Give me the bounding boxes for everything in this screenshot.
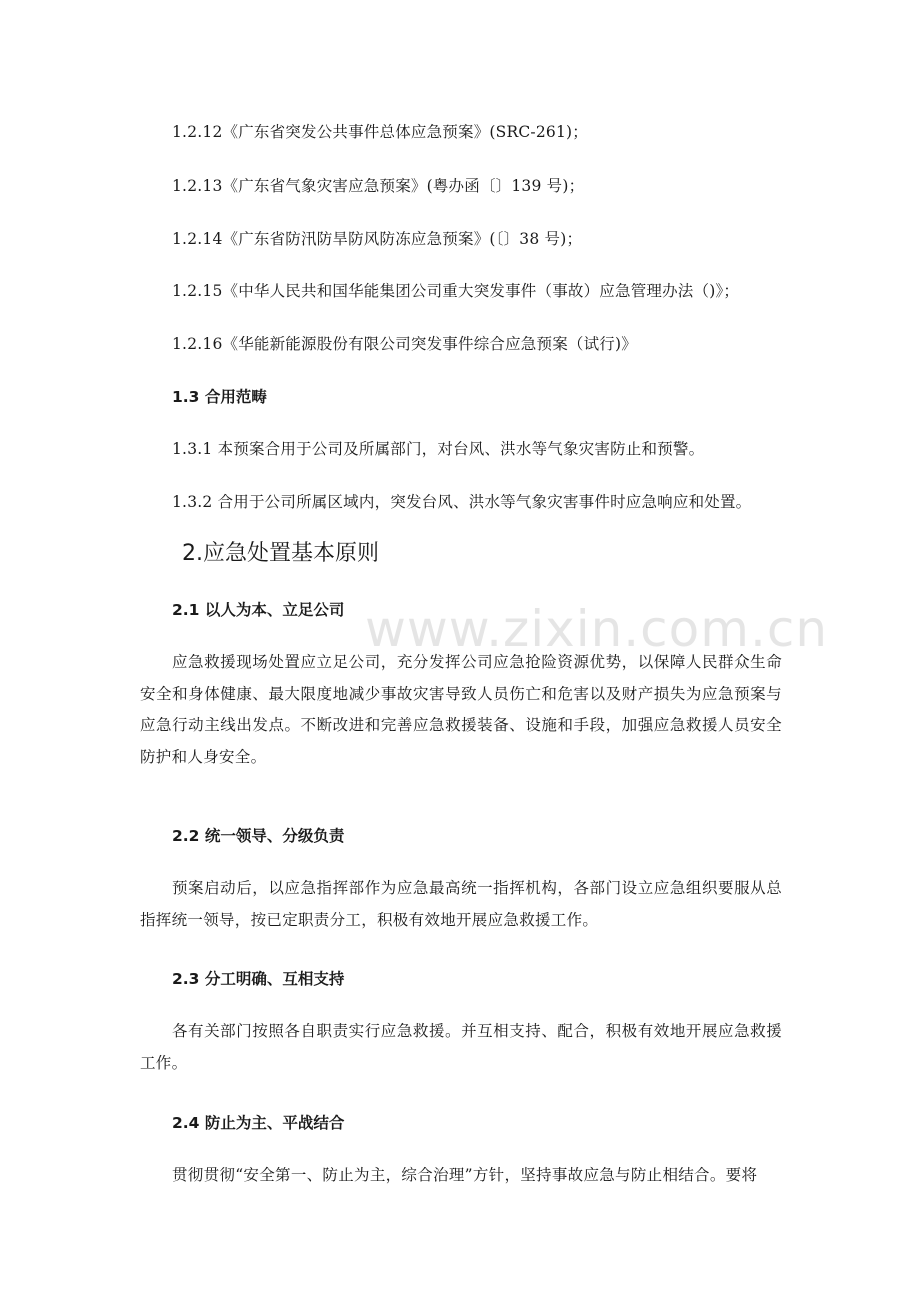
principle-2-1-heading: 2.1 以人为本、立足公司 [172, 601, 345, 619]
principle-2-4-heading: 2.4 防止为主、平战结合 [172, 1114, 345, 1132]
principle-2-3-heading: 2.3 分工明确、互相支持 [172, 970, 345, 988]
watermark: www.zixin.com.cn [365, 600, 829, 658]
principle-2-4-text: 贯彻贯彻“安全第一、防止为主，综合治理”方针，坚持事故应急与防止相结合。要将 [172, 1166, 758, 1184]
scope-item-1: 1.3.1 本预案合用于公司及所属部门，对台风、洪水等气象灾害防止和预警。 [172, 440, 705, 458]
reference-1-2-15: 1.2.15《中华人民共和国华能集团公司重大突发事件（事故）应急管理办法（)》； [172, 282, 740, 300]
reference-1-2-12: 1.2.12《广东省突发公共事件总体应急预案》(SRC-261)； [172, 123, 588, 141]
principle-2-2-heading: 2.2 统一领导、分级负责 [172, 827, 345, 845]
scope-heading: 1.3 合用范畴 [172, 388, 267, 406]
principle-2-1-text: 应急救援现场处置应立足公司，充分发挥公司应急抢险资源优势，以保障人民群众生命安全和身体健康、最大限度地减少事故灾害导致人员伤亡和危害以及财产损失为应急预案与应急行动主线出发点。不断改进和完善应急救援装备、设施和手段，加强应急救援人员安全防护和人身安全。 [140, 653, 782, 766]
reference-1-2-16: 1.2.16《华能新能源股份有限公司突发事件综合应急预案（试行)》 [172, 335, 637, 353]
scope-item-2: 1.3.2 合用于公司所属区域内，突发台风、洪水等气象灾害事件时应急响应和处置。 [172, 493, 752, 511]
principle-2-3-text: 各有关部门按照各自职责实行应急救援。并互相支持、配合，积极有效地开展应急救援工作。 [140, 1022, 782, 1072]
reference-1-2-13: 1.2.13《广东省气象灾害应急预案》(粤办函〔〕139 号)； [172, 177, 585, 195]
section-2-title: 2.应急处置基本原则 [182, 541, 379, 566]
principle-2-2-text: 预案启动后，以应急指挥部作为应急最高统一指挥机构，各部门设立应急组织要服从总指挥统一领导，按已定职责分工，积极有效地开展应急救援工作。 [140, 879, 782, 929]
reference-1-2-14: 1.2.14《广东省防汛防旱防风防冻应急预案》(〔〕38 号)； [172, 230, 583, 248]
